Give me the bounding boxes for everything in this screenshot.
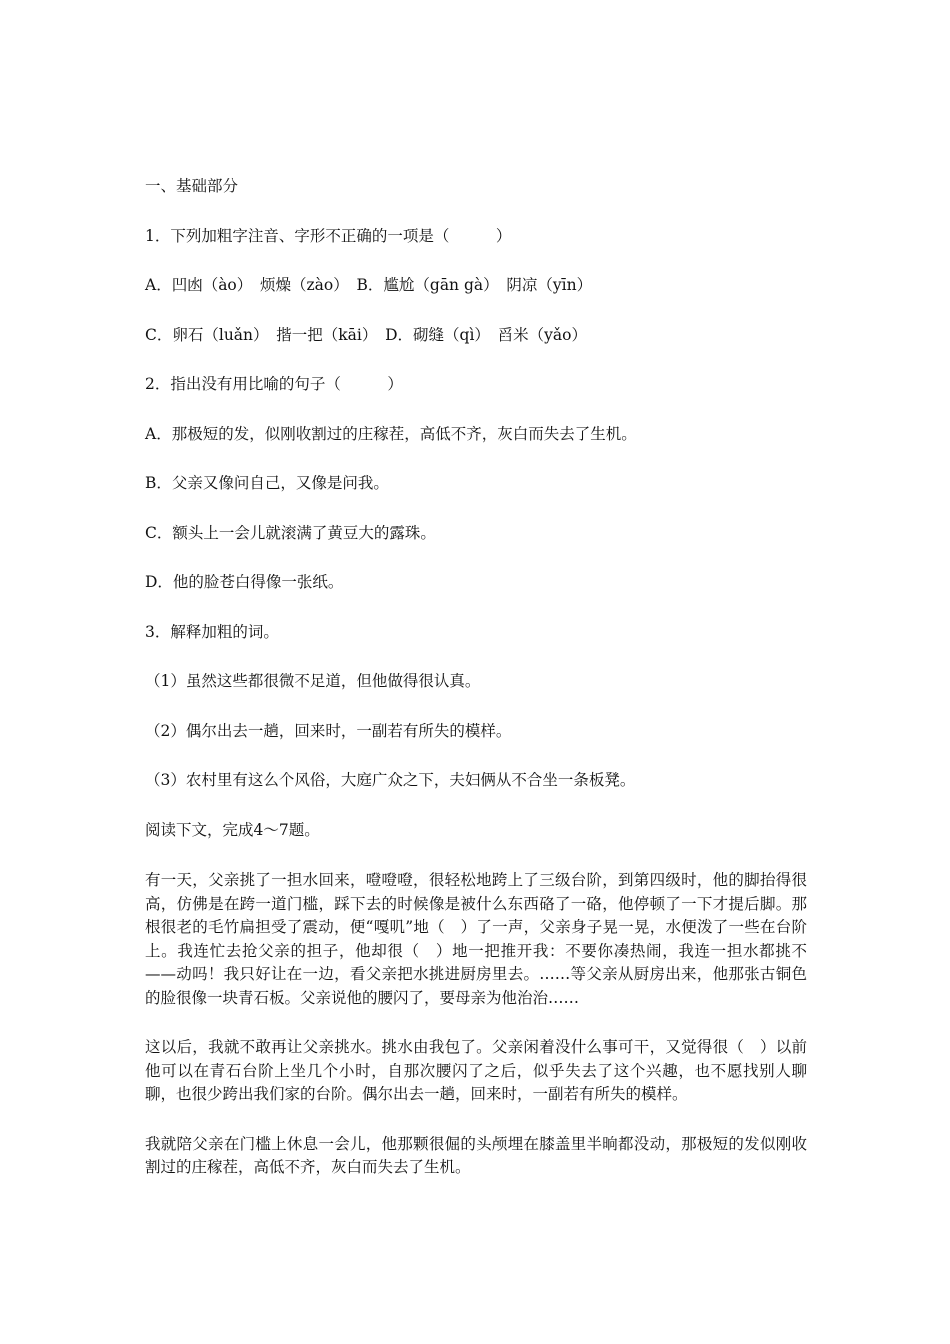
question-1-options-cd: C．卵石（luǎn） 揩一把（kāi） D．砌缝（qì） 舀米（yǎо） [145,325,588,344]
document-body [145,176,807,1180]
question-2-stem: 2．指出没有用比喻的句子（ ） [145,375,403,393]
question-1-stem: 1．下列加粗字注音、字形不正确的一项是（ ） [145,226,512,245]
reading-intro: 阅读下文，完成4～7题。 [145,820,320,839]
question-3-stem: 3．解释加粗的词。 [145,622,279,641]
question-3-sentence-2: （2）偶尔出去一趟，回来时，一副若有所失的模样。 [145,721,512,740]
question-2-option-a: A．那极短的发，似刚收割过的庄稼茬，高低不齐，灰白而失去了生机。 [145,424,637,443]
question-3-sentence-1: （1）虽然这些都很微不足道，但他做得很认真。 [145,672,481,690]
passage-paragraph-2: 这以后，我就不敢再让父亲挑水。挑水由我包了。父亲闲着没什么事可干，又觉得很（ ）以前他可以在青石台阶上坐几个小时，自那次腰闪了之后，似乎失去了这个兴趣，也不愿找别人聊聊，也很少跨出我们家的台阶。偶尔出去一趟，回来时，一副若有所失的模样。 [145,1038,807,1103]
passage-paragraph-3: 我就陪父亲在门槛上休息一会儿，他那颗很倔的头颅埋在膝盖里半晌都没动，那极短的发似刚收割过的庄稼茬，高低不齐，灰白而失去了生机。 [145,1134,807,1176]
section-title: 一、基础部分 [145,177,239,195]
question-3-sentence-3: （3）农村里有这么个风俗，大庭广众之下，夫妇俩从不合坐一条板凳。 [145,771,636,789]
passage-paragraph-1: 有一天，父亲挑了一担水回来，噔噔噔，很轻松地跨上了三级台阶，到第四级时，他的脚抬得很高，仿佛是在跨一道门槛，踩下去的时候像是被什么东西硌了一硌，他停顿了一下才提后脚。那根很老的毛竹扁担受了震动，便“嘎叽”地（ ）了一声，父亲身子晃一晃，水便泼了一些在台阶上。我连忙去抢父亲的担子，他却很（ ）地一把推开我：不要你凑热闹，我连一担水都挑不——动吗！我只好让在一边，看父亲把水挑进厨房里去。……等父亲从厨房出来，他那张古铜色的脸很像一块青石板。父亲说他的腰闪了，要母亲为他治治…… [145,871,807,1007]
question-1-options-ab: A．凹凼（àо） 烦燥（zàо） B．尴尬（gān gà） 阴凉（yīn） [145,276,593,294]
question-2-option-d: D．他的脸苍白得像一张纸。 [145,573,344,591]
question-2-option-b: B．父亲又像问自己，又像是问我。 [145,474,389,492]
question-2-option-c: C．额头上一会儿就滚满了黄豆大的露珠。 [145,523,436,542]
